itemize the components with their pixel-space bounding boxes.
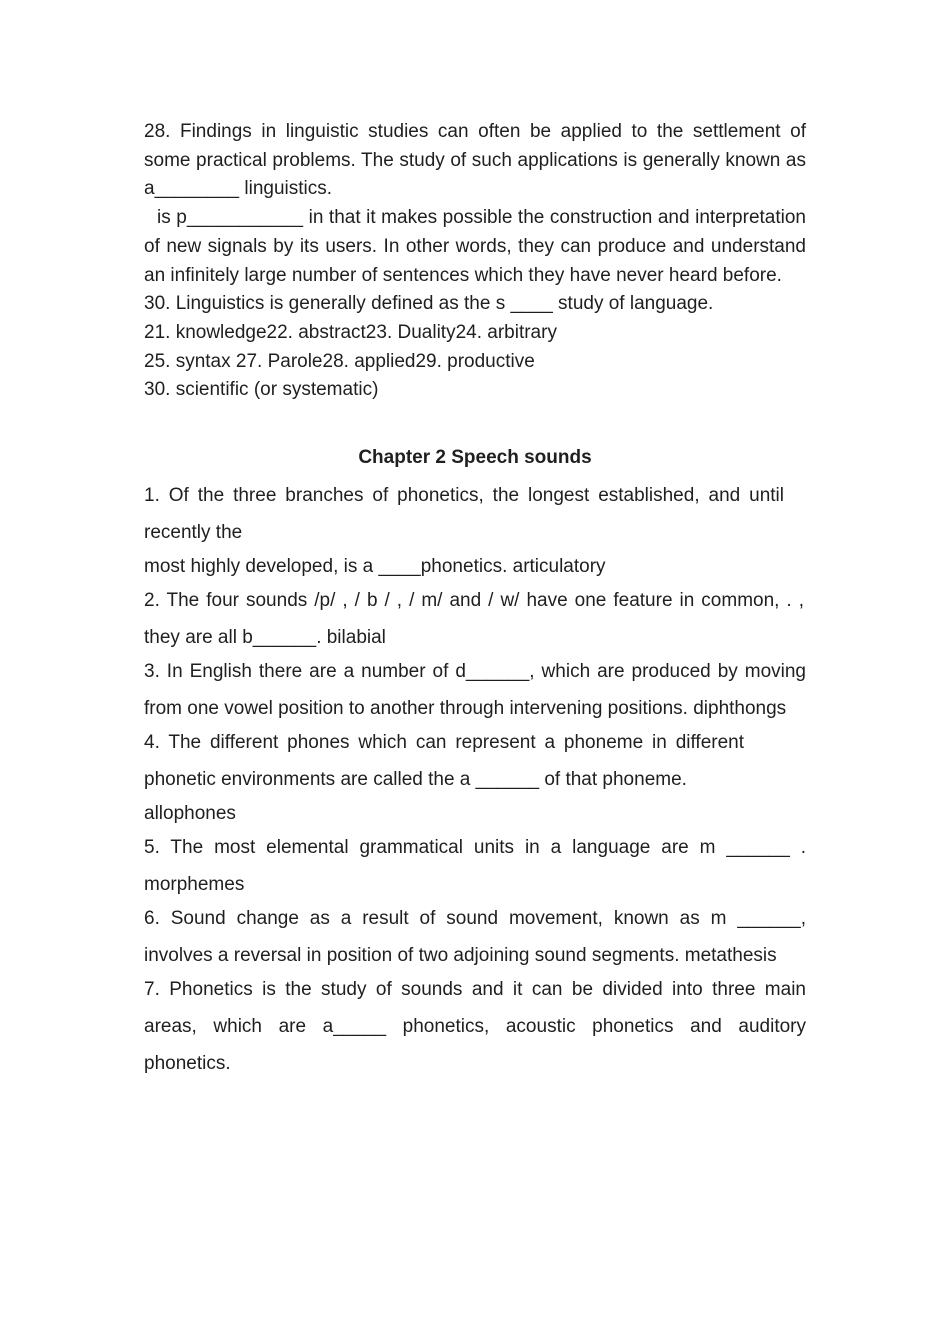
question-4: 4. The different phones which can represent a phoneme in different phonetic environments are called the a ______ of that phoneme.	[144, 732, 744, 791]
question-30: 30. Linguistics is generally defined as the s ____ study of language.	[144, 293, 714, 315]
answer-line: 30. scientific (or systematic)	[144, 379, 379, 401]
question-5: 5. The most elemental grammatical units in a language are m ______ . morphemes	[144, 837, 806, 896]
question-29: is p___________ in that it makes possible the construction and interpretation of new signals by its users. In other words, they can produce and understand an infinitely large number of sentences which they have never heard before.	[144, 207, 806, 286]
question-2: 2. The four sounds /p/ , / b / , / m/ and / w/ have one feature in common, . , they are all b______. bilabial	[144, 590, 804, 649]
question-1: 1. Of the three branches of phonetics, the longest established, and until recently the	[144, 485, 784, 544]
question-6: 6. Sound change as a result of sound movement, known as m ______, involves a reversal in position of two adjoining sound segments. metathesis	[144, 908, 806, 967]
answer-line: 21. knowledge22. abstract23. Duality24. arbitrary	[144, 321, 557, 343]
question-1-continued: most highly developed, is a ____phonetics. articulatory	[144, 556, 606, 578]
question-3: 3. In English there are a number of d______, which are produced by moving from one vowel position to another through intervening positions. diphthongs	[144, 661, 806, 720]
answer-line: 25. syntax 27. Parole28. applied29. productive	[144, 350, 535, 372]
section-spacer	[144, 405, 806, 443]
question-4-answer: allophones	[144, 803, 236, 825]
question-7: 7. Phonetics is the study of sounds and it can be divided into three main areas, which are a_____ phonetics, acoustic phonetics and auditory phonetics.	[144, 979, 806, 1075]
question-28: 28. Findings in linguistic studies can often be applied to the settlement of some practical problems. The study of such applications is generally known as a________ linguistics.	[144, 121, 806, 200]
chapter-title: Chapter 2 Speech sounds	[358, 447, 592, 469]
document-page	[144, 118, 806, 1082]
answer-key	[144, 319, 806, 405]
